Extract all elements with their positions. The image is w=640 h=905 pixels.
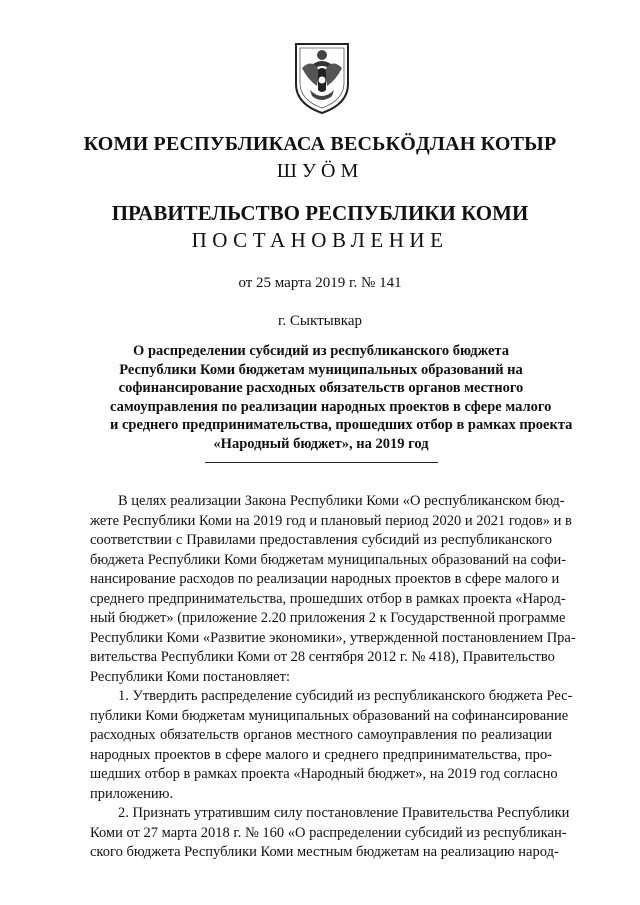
body-line: бюджета Республики Коми бюджетам муниципальных образований на софи- xyxy=(90,551,567,568)
body-line: приложению. xyxy=(90,785,174,802)
body-line: соответствии с Правилами предоставления субсидий из республиканского xyxy=(90,532,552,548)
heading-line: О распределении субсидий из республиканского бюджета xyxy=(133,343,509,359)
document-type: ПОСТАНОВЛЕНИЕ xyxy=(191,228,449,252)
komi-coat-of-arms-icon xyxy=(292,40,352,116)
body-line: среднего предпринимательства, прошедших отбор в рамках проекта «Народ- xyxy=(90,590,566,607)
body-line: Республики Коми «Развитие экономики», утвержденной постановлением Пра- xyxy=(90,629,576,646)
body-line: жете Республики Коми на 2019 год и плановый период 2020 и 2021 годов» и в xyxy=(90,512,572,529)
heading-line: «Народный бюджет», на 2019 год xyxy=(213,435,429,452)
body-line: публики Коми бюджетам муниципальных образований на софинансирование xyxy=(90,707,569,724)
resolution-heading xyxy=(110,342,573,453)
body-line: Коми от 27 марта 2018 г. № 160 «О распределении субсидий из республикан- xyxy=(90,824,567,841)
resolution-body xyxy=(90,492,576,863)
body-line: Республики Коми постановляет: xyxy=(90,668,290,685)
body-line: ского бюджета Республики Коми местным бюджетам на реализацию народ- xyxy=(90,844,559,860)
body-line: 1. Утвердить распределение субсидий из республиканского бюджета Рес- xyxy=(118,688,573,704)
heading-line: Республики Коми бюджетам муниципальных образований на xyxy=(119,361,523,378)
document-city: г. Сыктывкар xyxy=(277,313,363,329)
heading-line: и среднего предпринимательства, прошедших отбор в рамках проекта xyxy=(110,417,573,433)
body-line: 2. Признать утратившим силу постановление Правительства Республики xyxy=(118,805,570,821)
komi-government-title: КОМИ РЕСПУБЛИКАСА ВЕСЬКӦДЛАН КОТЫР xyxy=(83,133,557,155)
body-line: нансирование расходов по реализации народных проектов в сфере малого и xyxy=(90,571,560,587)
government-title: ПРАВИТЕЛЬСТВО РЕСПУБЛИКИ КОМИ xyxy=(111,201,529,225)
body-line: ный бюджет» (приложение 2.20 приложения 2 к Государственной программе xyxy=(90,610,566,626)
body-line: расходных обязательств органов местного самоуправления по реализации xyxy=(90,727,552,743)
heading-line: самоуправления по реализации народных проектов в сфере малого xyxy=(110,398,552,415)
body-line: шедших отбор в рамках проекта «Народный бюджет», на 2019 год согласно xyxy=(90,766,558,782)
body-line: В целях реализации Закона Республики Коми «О республиканском бюд- xyxy=(118,493,565,509)
heading-line: софинансирование расходных обязательств органов местного xyxy=(118,380,524,396)
document-date-number: от 25 марта 2019 г. № 141 xyxy=(238,275,402,291)
body-line: народных проектов в сфере малого и среднего предпринимательства, про- xyxy=(90,746,552,763)
heading-divider xyxy=(205,462,438,463)
komi-document-type: ШУӦМ xyxy=(276,160,364,182)
body-line: вительства Республики Коми от 28 сентября 2012 г. № 418), Правительство xyxy=(90,649,555,665)
